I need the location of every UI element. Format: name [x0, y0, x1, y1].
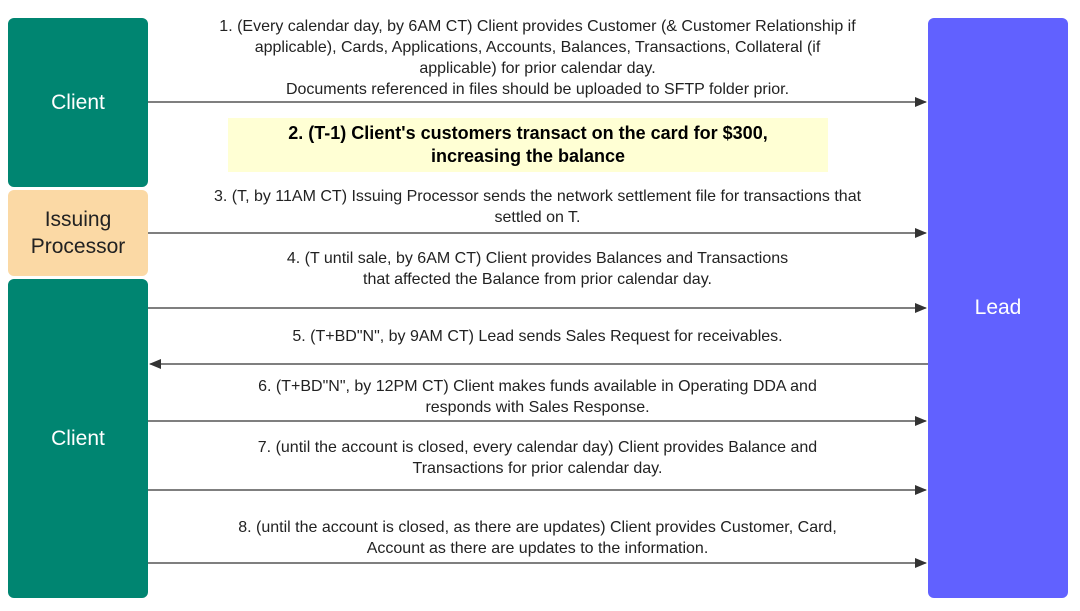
client-top-label: Client: [51, 90, 105, 114]
client-bottom-label: Client: [51, 426, 105, 450]
step-6-text: 6. (T+BD"N", by 12PM CT) Client makes funds available in Operating DDA and responds with Sales Response.: [258, 378, 817, 416]
step-7-text: 7. (until the account is closed, every calendar day) Client provides Balance and Transactions for prior calendar day.: [257, 439, 818, 477]
step-3-text: 3. (T, by 11AM CT) Issuing Processor sends the network settlement file for transactions that settled on T.: [213, 188, 862, 226]
lead-label: Lead: [974, 296, 1022, 319]
step-8-text: 8. (until the account is closed, as there are updates) Client provides Customer, Card, Account as there are updates to the information.: [238, 519, 837, 557]
step-4-text: 4. (T until sale, by 6AM CT) Client provides Balances and Transactions that affected the Balance from prior calendar day.: [286, 250, 789, 288]
step-2-text: 2. (T-1) Client's customers transact on the card for $300, increasing the balance: [288, 123, 768, 166]
step-5-text: 5. (T+BD"N", by 9AM CT) Lead sends Sales Request for receivables.: [292, 328, 783, 345]
issuing-processor-label: Issuing Processor: [30, 208, 126, 258]
step-1-text: 1. (Every calendar day, by 6AM CT) Client provides Customer (& Customer Relationship if applicable), Cards, Applications, Accounts, Balances, Transactions, Collateral (if applicable) for prior calendar day. Documents referenced in files should be uploaded to SFTP folder prior.: [219, 18, 856, 98]
